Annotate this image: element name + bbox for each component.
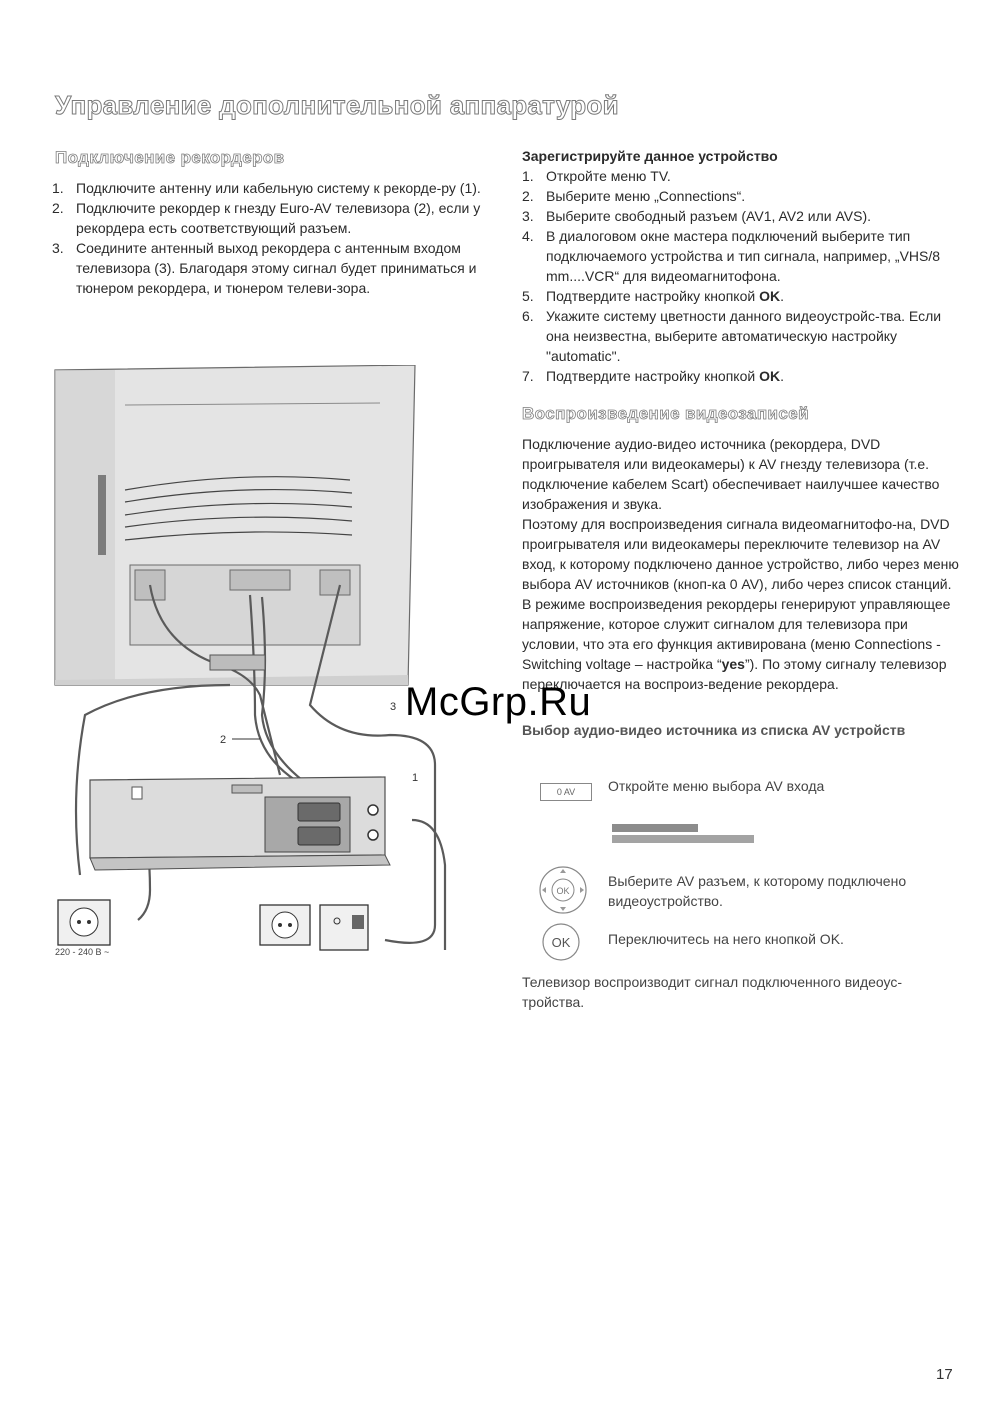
left-column: [52, 178, 492, 298]
list-item: 4. В диалоговом окне мастера подключений выберите тип подключаемого устройства и тип сигнала, например, „VHS/8 mm....VCR“ для видеомагнитофона.: [522, 228, 941, 284]
antenna-socket: [320, 905, 368, 950]
key-0av-button: 0 AV: [540, 783, 592, 801]
av-menu-preview: [612, 824, 754, 844]
av-select-heading: Выбор аудио-видео источника из списка AV устройств: [522, 722, 906, 738]
key-nav-text: Выберите AV разъем, к которому подключено видеоустройство.: [608, 873, 907, 909]
list-item: 6. Укажите систему цветности данного видеоустройс-тва. Если она неизвестна, выберите автоматическую настройку "automatic".: [522, 308, 942, 364]
list-item: 7. Подтвердите настройку кнопкой OK.: [522, 368, 784, 384]
list-item: 2. Подключите рекордер к гнезду Euro-AV телевизора (2), если у рекордера есть соответствующий разъем.: [52, 200, 481, 236]
nav-ok-key-icon: [538, 865, 588, 915]
connection-diagram: [40, 365, 460, 965]
list-item: 2. Выберите меню „Connections“.: [522, 188, 746, 204]
page-number: 17: [936, 1366, 953, 1383]
playback-paragraph-1: Подключение аудио-видео источника (рекордера, DVD проигрывателя или видеокамеры) к AV гнезду телевизора (т.е. подключение кабелем Scart) обеспечивает наилучшее качество изображения и звука.: [522, 436, 940, 512]
voltage-label: 220 - 240 В ~: [55, 947, 110, 957]
list-item: 3. Выберите свободный разъем (AV1, AV2 или AVS).: [522, 208, 872, 224]
section-heading-recorders: Подключение рекордеров: [55, 148, 285, 167]
svg-text:OK: OK: [551, 935, 571, 950]
key-0av-text: Откройте меню выбора AV входа: [608, 778, 825, 794]
wall-socket-left: [58, 900, 110, 945]
list-item: 1. Откройте меню TV.: [522, 168, 671, 184]
list-item: 5. Подтвердите настройку кнопкой OK.: [522, 288, 784, 304]
playback-paragraph-3: В режиме воспроизведения рекордеры генерируют управляющее напряжение, которое служит сигналом для телевизора при условии, что эта его функция активирована (меню Connections - Switching voltage – настройка “yes”). По этому сигналу телевизор переключается на воспроиз-ведение рекордера.: [522, 596, 951, 692]
svg-text:OK: OK: [556, 886, 570, 896]
playback-paragraph-2: Поэтому для воспроизведения сигнала видеомагнитофо-на, DVD проигрывателя или видеокамеры переключите телевизор на AV вход, к которому подключено данное устройство, либо через меню выбора AV источников (кноп-ка 0 AV), либо через список станций.: [522, 516, 959, 592]
register-steps-list: [522, 166, 962, 386]
ok-key-icon: [541, 922, 581, 962]
section-heading-playback: Воспроизведение видеозаписей: [522, 404, 809, 423]
right-column: [522, 146, 962, 740]
diagram-label-3: 3: [390, 701, 397, 713]
recorder-illustration: [90, 777, 390, 870]
watermark: McGrp.Ru: [405, 680, 592, 724]
tv-rear-illustration: [55, 365, 415, 685]
wall-socket-right: [260, 905, 310, 945]
diagram-label-1: 1: [412, 772, 419, 784]
list-item: 1. Подключите антенну или кабельную систему к рекорде-ру (1).: [52, 180, 481, 196]
diagram-label-2: 2: [220, 734, 227, 746]
recorder-steps-list: [52, 178, 492, 298]
final-paragraph: Телевизор воспроизводит сигнал подключенного видеоус-тройства.: [522, 974, 903, 1010]
page-title: Управление дополнительной аппаратурой: [55, 90, 619, 120]
register-heading: Зарегистрируйте данное устройство: [522, 148, 778, 164]
list-item: 3. Соедините антенный выход рекордера с антенным входом телевизора (3). Благодаря этому сигнал будет приниматься и тюнером рекордера, и тюнером телеви-зора.: [52, 240, 477, 296]
key-ok-text: Переключитесь на него кнопкой OK.: [608, 931, 844, 947]
